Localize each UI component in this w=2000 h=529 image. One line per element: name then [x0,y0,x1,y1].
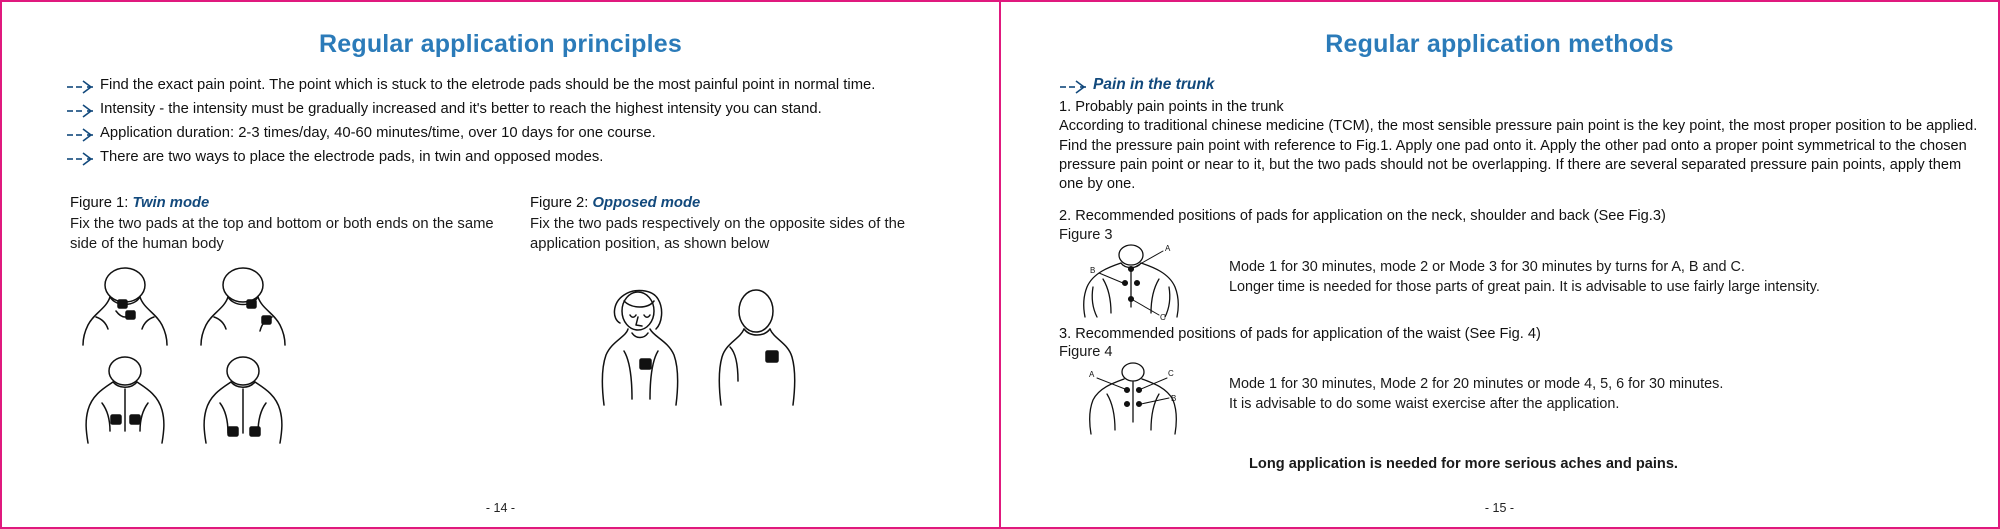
figure-3-label: Figure 3 [1059,226,1113,243]
figure-2-description: Fix the two pads respectively on the opposite sides of the application position, as shown below [530,215,906,252]
figure-3-marker-b: B [1090,265,1096,275]
section-heading-row [1059,75,1958,96]
figure-2-block [530,194,960,452]
figure-columns [70,194,990,452]
item3-title: 3. Recommended positions of pads for application of the waist (See Fig. 4) [1059,325,1541,342]
page-number-left: - 14 - [485,501,516,515]
figure-3-marker-c: C [1160,312,1166,322]
list-item-text: There are two ways to place the electrode pads, in twin and opposed modes. [100,149,604,165]
figure-4-marker-a: A [1089,369,1095,379]
figure-3-note-line: Mode 1 for 30 minutes, mode 2 or Mode 3 for 30 minutes by turns for A, B and C. [1229,258,1745,275]
item1-title: 1. Probably pain points in the trunk [1059,99,1284,115]
figure-2-mode: Opposed mode [592,195,701,211]
dashed-arrow-icon [66,150,96,168]
figure-1-label: Figure 1: [70,195,129,211]
bold-note: Long application is needed for more serious aches and pains. [1249,455,1678,472]
dashed-arrow-icon [66,126,96,144]
figure-1-caption [70,194,500,214]
dashed-arrow-icon [66,102,96,120]
figure-4-marker-c: C [1168,368,1174,378]
figure-4-note-line: It is advisable to do some waist exercise after the application. [1229,396,1620,413]
figure-1-mode: Twin mode [132,195,210,211]
list-item [66,75,966,96]
figure-3-marker-a: A [1165,243,1171,253]
page-title-right: Regular application methods [1325,30,1674,58]
dashed-arrow-icon [1059,78,1089,96]
figure-3-block [1059,243,1958,325]
list-item [66,147,966,168]
figure-3-notes [1229,257,1949,298]
figure-4-note-line: Mode 1 for 30 minutes, Mode 2 for 20 minutes or mode 4, 5, 6 for 30 minutes. [1229,375,1724,392]
figure-4-marker-b: B [1171,393,1177,403]
figure-3-note-line: Longer time is needed for those parts of great pain. It is advisable to use fairly large intensity. [1229,278,1820,295]
figure-3-illustration [1059,243,1209,325]
figure-4-block [1059,360,1958,440]
figure-2-caption [530,194,960,214]
page-number-right: - 15 - [1484,501,1515,515]
figure-1-illustration [70,267,500,452]
item2-title: 2. Recommended positions of pads for application on the neck, shoulder and back (See Fig.3) [1059,208,1666,225]
figure-2-label: Figure 2: [530,195,589,211]
right-page [1000,0,2000,529]
list-item [66,99,966,120]
list-item-text: Application duration: 2-3 times/day, 40-60 minutes/time, over 10 days for one course. [100,125,656,141]
item1-body: According to traditional chinese medicine (TCM), the most sensible pressure pain point is the key point, the most proper position to be applied. Find the pressure pain point with reference to Fig.1. Apply one pad onto it. Apply the other pad onto a proper point symmetrical to the chosen pressure pain point or near to it, but the two pads should not be overlapping. If there are several separated pressure pain points, apply them one by one. [1059,118,1978,192]
page-title-left: Regular application principles [318,30,683,58]
figure-1-block [70,194,500,452]
figure-4-notes [1229,374,1949,415]
figure-2-illustration [590,267,960,452]
list-item [66,123,966,144]
figure-4-label: Figure 4 [1059,343,1113,360]
principles-list [66,75,966,168]
figure-4-illustration [1059,360,1209,440]
figure-1-description: Fix the two pads at the top and bottom or both ends on the same side of the human body [70,215,494,252]
section-heading: Pain in the trunk [1093,76,1215,93]
list-item-text: Intensity - the intensity must be gradually increased and it's better to reach the highest intensity you can stand. [100,101,822,117]
dashed-arrow-icon [66,78,96,96]
list-item-text: Find the exact pain point. The point which is stuck to the eletrode pads should be the most painful point in normal time. [100,77,876,93]
